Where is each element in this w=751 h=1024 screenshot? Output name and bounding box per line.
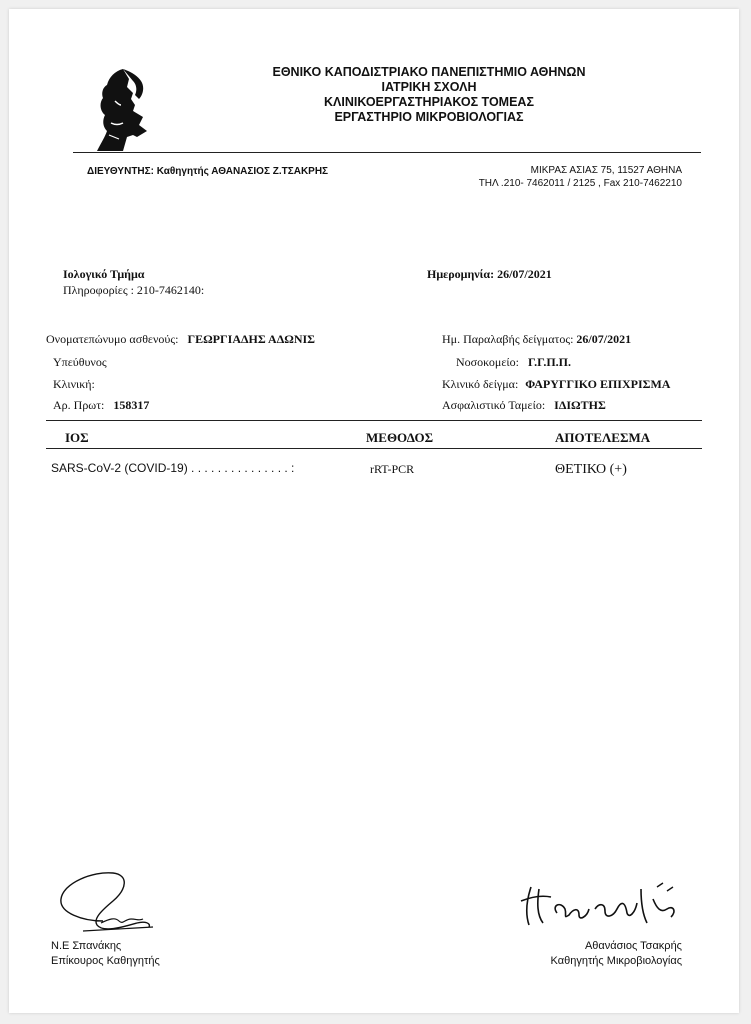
right-signatory-title: Καθηγητής Μικροβιολογίας: [550, 955, 682, 967]
left-signatory-name: Ν.Ε Σπανάκης: [51, 940, 122, 952]
athena-logo-icon: [93, 65, 151, 153]
table-header-result: ΑΠΟΤΕΛΕΣΜΑ: [555, 430, 651, 445]
sample-value: ΦΑΡΥΓΓΙΚΟ ΕΠΙΧΡΙΣΜΑ: [525, 377, 671, 391]
table-cell-method: rRT-PCR: [370, 462, 415, 476]
table-top-rule: [46, 420, 702, 421]
protocol-value: 158317: [113, 398, 150, 412]
clinic-label: Κλινική:: [53, 377, 95, 391]
table-header-rule: [46, 448, 702, 449]
receipt-label: Ημ. Παραλαβής δείγματος:: [442, 332, 574, 346]
hospital-row: [456, 355, 571, 370]
receipt-row: [442, 332, 631, 347]
director-line: ΔΙΕΥΘΥΝΤΗΣ: Καθηγητής ΑΘΑΝΑΣΙΟΣ Ζ.ΤΣΑΚΡΗΣ: [87, 166, 329, 177]
right-signatory-name: Αθανάσιος Τσακρής: [584, 940, 682, 952]
sample-label: Κλινικό δείγμα:: [442, 377, 519, 391]
report-date-label: Ημερομηνία:: [427, 267, 495, 281]
protocol-label: Αρ. Πρωτ:: [53, 398, 105, 412]
table-cell-result: ΘΕΤΙΚΟ (+): [555, 462, 627, 477]
department-info: Πληροφορίες : 210-7462140:: [63, 283, 205, 297]
patient-name-label: Ονοματεπώνυμο ασθενούς:: [46, 332, 179, 346]
header-divider: [73, 152, 701, 153]
responsible-label: Υπεύθυνος: [53, 355, 107, 369]
school-name: ΙΑΤΡΙΚΗ ΣΧΟΛΗ: [381, 80, 477, 94]
receipt-value: 26/07/2021: [576, 332, 632, 346]
table-header-virus: ΙΟΣ: [65, 430, 89, 445]
address-line: ΜΙΚΡΑΣ ΑΣΙΑΣ 75, 11527 ΑΘΗΝΑ: [530, 165, 682, 176]
report-date: [427, 267, 552, 282]
report-date-value: 26/07/2021: [497, 267, 552, 281]
hospital-label: Νοσοκομείο:: [456, 355, 519, 369]
table-header-method: ΜΕΘΟΔΟΣ: [366, 430, 434, 445]
right-signature-icon: [517, 879, 687, 935]
phone-line: ΤΗΛ .210- 7462011 / 2125 , Fax 210-7462210: [478, 178, 682, 189]
sector-name: ΚΛΙΝΙΚΟΕΡΓΑΣΤΗΡΙΑΚΟΣ ΤΟΜΕΑΣ: [324, 95, 534, 109]
insurance-label: Ασφαλιστικό Ταμείο:: [442, 398, 546, 412]
patient-name-row: [46, 332, 315, 347]
table-cell-virus: SARS-CoV-2 (COVID-19) . . . . . . . . . . . . . . . :: [51, 461, 295, 475]
institution-name: ΕΘΝΙΚΟ ΚΑΠΟΔΙΣΤΡΙΑΚΟ ΠΑΝΕΠΙΣΤΗΜΙΟ ΑΘΗΝΩΝ: [272, 65, 586, 79]
insurance-value: ΙΔΙΩΤΗΣ: [554, 398, 606, 412]
patient-name-value: ΓΕΩΡΓΙΑΔΗΣ ΑΔΩΝΙΣ: [187, 332, 316, 346]
left-signatory-title: Επίκουρος Καθηγητής: [51, 955, 160, 967]
sample-row: [442, 377, 670, 392]
insurance-row: [442, 398, 606, 413]
hospital-value: Γ.Γ.Π.Π.: [527, 355, 571, 369]
protocol-row: [53, 398, 149, 413]
lab-name: ΕΡΓΑΣΤΗΡΙΟ ΜΙΚΡΟΒΙΟΛΟΓΙΑΣ: [334, 110, 524, 124]
left-signature-icon: [53, 861, 163, 941]
report-page: [9, 9, 739, 1013]
department-name: Ιολογικό Τμήμα: [63, 267, 145, 281]
